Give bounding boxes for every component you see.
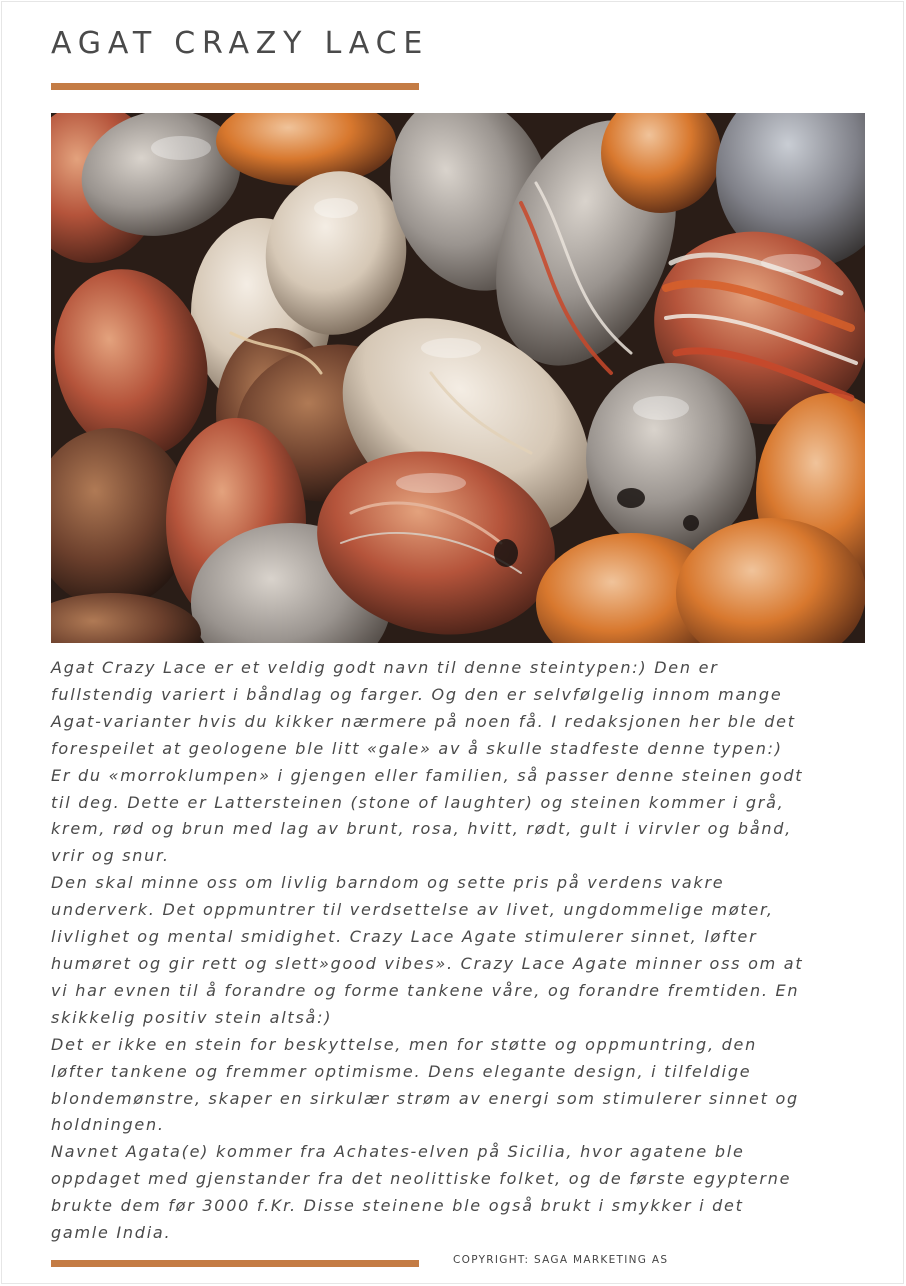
- text-line: livlighet og mental smidighet. Crazy Lace Agate stimulerer sinnet, løfter: [51, 927, 758, 947]
- text-line: til deg. Dette er Lattersteinen (stone of laughter) og steinen kommer i grå,: [51, 792, 785, 812]
- text-line: oppdaget med gjenstander fra det neolittiske folket, og de første egypterne: [51, 1169, 792, 1189]
- text-line: holdningen.: [51, 1115, 165, 1135]
- text-line: fullstendig variert i båndlag og farger. Og den er selvfølgelig innom mange: [51, 684, 783, 704]
- page-title: AGAT CRAZY LACE: [51, 26, 430, 61]
- agate-stones-photo: [51, 113, 865, 643]
- title-underline: [51, 83, 419, 90]
- text-line: Den skal minne oss om livlig barndom og sette pris på verdens vakre: [51, 873, 725, 893]
- text-line: brukte dem før 3000 f.Kr. Disse steinene ble også brukt i smykker i det: [51, 1196, 744, 1216]
- text-line: krem, rød og brun med lag av brunt, rosa, hvitt, rødt, gult i virvler og bånd,: [51, 819, 793, 839]
- text-line: humøret og gir rett og slett»good vibes». Crazy Lace Agate minner oss om at: [51, 953, 804, 973]
- footer-rule: [51, 1260, 419, 1267]
- text-line: forespeilet at geologene ble litt «gale» av å skulle stadfeste denne typen:): [51, 738, 783, 758]
- text-line: løfter tankene og fremmer optimisme. Dens elegante design, i tilfeldige: [51, 1061, 752, 1081]
- text-line: Agat-varianter hvis du kikker nærmere på noen få. I redaksjonen her ble det: [51, 711, 796, 731]
- text-line: underverk. Det oppmuntrer til verdsettelse av livet, ungdommelige møter,: [51, 900, 774, 920]
- text-line: vi har evnen til å forandre og forme tankene våre, og forandre fremtiden. En: [51, 980, 800, 1000]
- text-line: skikkelig positiv stein altså:): [51, 1007, 333, 1027]
- text-line: gamle India.: [51, 1223, 172, 1243]
- text-line: Navnet Agata(e) kommer fra Achates-elven på Sicilia, hvor agatene ble: [51, 1142, 745, 1162]
- text-line: Agat Crazy Lace er et veldig godt navn til denne steintypen:) Den er: [51, 658, 719, 677]
- text-line: Er du «morroklumpen» i gjengen eller familien, så passer denne steinen godt: [51, 765, 804, 785]
- copyright-notice: COPYRIGHT: SAGA MARKETING AS: [453, 1254, 669, 1266]
- text-line: blondemønstre, skaper en sirkulær strøm av energi som stimulerer sinnet og: [51, 1088, 799, 1108]
- description-text: [51, 655, 863, 1247]
- text-line: Det er ikke en stein for beskyttelse, men for støtte og oppmuntring, den: [51, 1034, 757, 1054]
- text-line: vrir og snur.: [51, 846, 170, 866]
